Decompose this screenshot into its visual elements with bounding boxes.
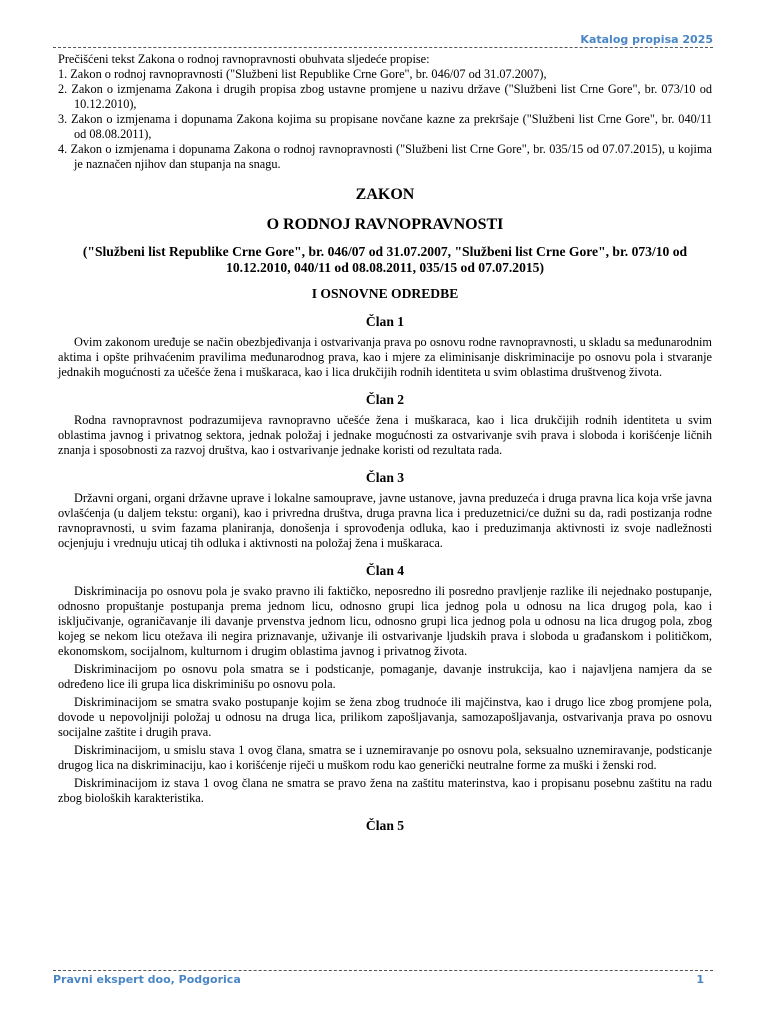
article-4	[58, 563, 712, 806]
law-title: ZAKON	[355, 186, 415, 203]
article-title: Član 5	[365, 818, 405, 833]
article-1	[58, 314, 712, 380]
article-paragraph: Državni organi, organi državne uprave i lokalne samouprave, javne ustanove, javna preduzeća i druga pravna lica koja vrše javna ovlašćenja (u daljem tekstu: organi), kao i privredna društva, druga pravna lica i preduzetnici/ce dužni su da, radi postizanja rodne ravnopravnosti, u svim fazama planiranja, donošenja i sprovođenja odluka, kao i preduzimanja aktivnosti iz svoje nadležnosti ocjenjuju i vrednuju uticaj tih odluka i aktivnosti na položaj žena i muškaraca.	[58, 491, 712, 550]
article-paragraph: Diskriminacijom, u smislu stava 1 ovog člana, smatra se i uznemiravanje po osnovu pola, seksualno uznemiravanje, podsticanje drugog lica na diskriminaciju, kao i korišćenje riječi u muškom rodu kao generički neutralne forme za muški i ženski rod.	[58, 743, 712, 772]
article-title: Član 3	[365, 470, 405, 485]
regulation-item: 2. Zakon o izmjenama Zakona i drugih propisa zbog ustavne promjene u nazivu države ("Službeni list Crne Gore", br. 073/10 od 10.12.2010),	[58, 82, 712, 111]
footer-divider	[53, 970, 713, 971]
article-paragraph: Diskriminacijom se smatra svako postupanje kojim se žena zbog trudnoće ili majčinstva, kao i drugo lice zbog promjene pola, dovode u nepovoljniji položaj u odnosu na druga lica, prilikom zapošljavanja, samozapošljavanja, ostvarivanja prava po osnovu socijalne zaštite i drugih prava.	[58, 695, 712, 739]
article-paragraph: Ovim zakonom uređuje se način obezbjeđivanja i ostvarivanja prava po osnovu rodne ravnopravnosti, u skladu sa međunarodnim aktima i opšte prihvaćenim pravilima međunarodnog prava, kao i mjere za eliminisanje diskriminacije po osnovu pola i stvaranje jednakih mogućnosti za učešće žena i muškaraca, kao i lica drukčijih rodnih identiteta u svim oblastima društvenog života.	[58, 335, 712, 379]
chapter-heading: I OSNOVNE ODREDBE	[311, 286, 459, 301]
header-title: Katalog propisa 2025	[580, 33, 713, 46]
article-paragraph: Rodna ravnopravnost podrazumijeva ravnopravno učešće žena i muškaraca, kao i lica drukčijih rodnih identiteta u svim oblastima javnog i privatnog sektora, jednak položaj i jednake mogućnosti za ostvarivanje svih prava i sloboda i korišćenje ličnih znanja i sposobnosti za razvoj društva, kao i ostvarivanje jednake koristi od rezultata rada.	[58, 413, 712, 457]
regulation-item: 1. Zakon o rodnoj ravnopravnosti ("Službeni list Republike Crne Gore", br. 046/07 od 31.07.2007),	[58, 67, 547, 81]
article-5	[58, 818, 712, 834]
document-body	[58, 52, 712, 839]
article-title: Član 4	[365, 563, 405, 578]
intro-text: Prečišćeni tekst Zakona o rodnoj ravnopravnosti obuhvata sljedeće propise:	[58, 52, 430, 66]
header-divider	[53, 47, 713, 48]
article-paragraph: Diskriminacijom iz stava 1 ovog člana ne smatra se pravo žena na zaštitu materinstva, kao i propisanu posebnu zaštitu na radu zbog bioloških karakteristika.	[58, 776, 712, 805]
article-2	[58, 392, 712, 458]
regulation-list	[58, 67, 712, 172]
law-subtitle: O RODNOJ RAVNOPRAVNOSTI	[266, 216, 504, 233]
regulation-item: 4. Zakon o izmjenama i dopunama Zakona o rodnoj ravnopravnosti ("Službeni list Crne Gore", br. 035/15 od 07.07.2015), u kojima je naznačen njihov dan stupanja na snagu.	[58, 142, 712, 171]
footer-publisher: Pravni ekspert doo, Podgorica	[53, 973, 241, 986]
law-gazette-reference: ("Službeni list Republike Crne Gore", br. 046/07 od 31.07.2007, "Službeni list Crne Gore", br. 073/10 od 10.12.2010, 040/11 od 08.08.2011, 035/15 od 07.07.2015)	[82, 244, 688, 275]
article-title: Član 1	[365, 314, 405, 329]
article-paragraph: Diskriminacija po osnovu pola je svako pravno ili faktičko, neposredno ili posredno pravljenje razlike ili nejednako postupanje, odnosno propuštanje postupanja prema jednom licu, odnosno grupi lica jednog pola u odnosu na lica drugog pola, kao i isključivanje, ograničavanje ili davanje prvenstva jednom licu, odnosno grupi lica jednog pola u odnosu na lica drugog pola, zbog kojeg se nekom licu otežava ili negira priznavanje, uživanje ili ostvarivanje ljudskih prava i sloboda u građanskom i političkom, ekonomskom, socijalnom, kulturnom i drugim oblastima javnog i privatnog života.	[58, 584, 712, 658]
article-title: Član 2	[365, 392, 405, 407]
article-paragraph: Diskriminacijom po osnovu pola smatra se i podsticanje, pomaganje, davanje instrukcija, kao i najavljena namjera da se određeno lice ili grupa lica diskriminišu po osnovu pola.	[58, 662, 712, 691]
article-3	[58, 470, 712, 551]
regulation-item: 3. Zakon o izmjenama i dopunama Zakona kojima su propisane novčane kazne za prekršaje ("Službeni list Crne Gore", br. 040/11 od 08.08.2011),	[58, 112, 712, 141]
page-number: 1	[696, 973, 704, 986]
